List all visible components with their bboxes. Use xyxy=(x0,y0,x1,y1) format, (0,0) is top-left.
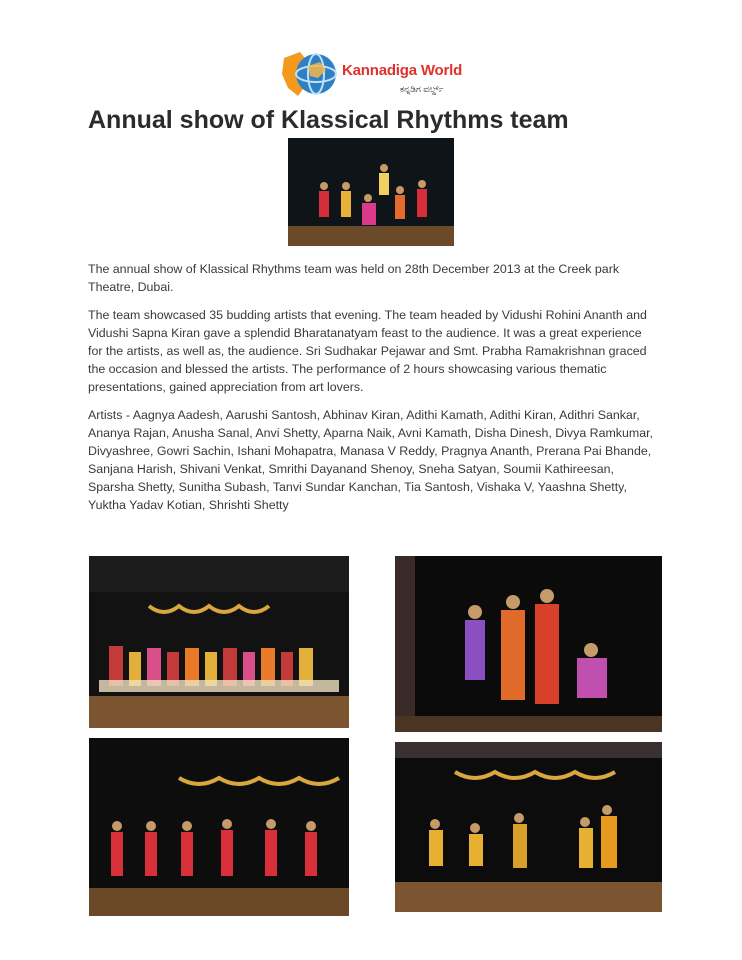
photo-dancers-in-line xyxy=(89,738,349,916)
logo-name: Kannadiga World xyxy=(342,62,463,79)
article-title: Annual show of Klassical Rhythms team xyxy=(88,106,569,134)
photo-solo-dancers xyxy=(395,556,662,732)
paragraph-artists: Artists - Aagnya Aadesh, Aarushi Santosh, Abhinav Kiran, Adithi Kamath, Adithi Kiran, Adithri Sankar, Ananya Rajan, Anusha Sanal, Anvi Shetty, Aparna Naik, Avni Kamath, Disha Dinesh, Divya Ramkumar, Divyashree, Gowri Sachin, Ishani Mohapatra, Manasa V Reddy, Pragnya Ananth, Prerana Pai Bhande, Sanjana Harish, Shivani Venkat, Smrithi Dayanand Shenoy, Sneha Satyan, Soumii Kathireesan, Sparsha Shetty, Sunitha Subash, Tanvi Sundar Kanchan, Tia Santosh, Vishaka V, Yaashna Shetty, Yuktha Yadav Kotian, Shrishti Shetty xyxy=(88,408,653,512)
logo-tagline: ಕನ್ನಡಿಗ ವರ್ಲ್ಡ್ xyxy=(400,84,444,94)
paragraph-details: The team showcased 35 budding artists that evening. The team headed by Vidushi Rohini Ananth and Vidushi Sapna Kiran gave a splendid Bharatanatyam feast to the audience. It was a great experience for the artists, as well as, the audience. Sri Sudhakar Pejawar and Smt. Prabha Ramakrishnan graced the occasion and blessed the artists. The performance of 2 hours showcasing various thematic presentations, gained appreciation from art lovers. xyxy=(88,308,647,394)
kannadiga-world-logo xyxy=(278,46,468,102)
globe-icon xyxy=(278,48,338,100)
photo-group-on-stage xyxy=(89,556,349,728)
paragraph-intro: The annual show of Klassical Rhythms team was held on 28th December 2013 at the Creek park Theatre, Dubai. xyxy=(88,262,620,294)
photo-thematic-performance xyxy=(395,742,662,912)
photo-dancers-group-pose xyxy=(288,138,454,246)
